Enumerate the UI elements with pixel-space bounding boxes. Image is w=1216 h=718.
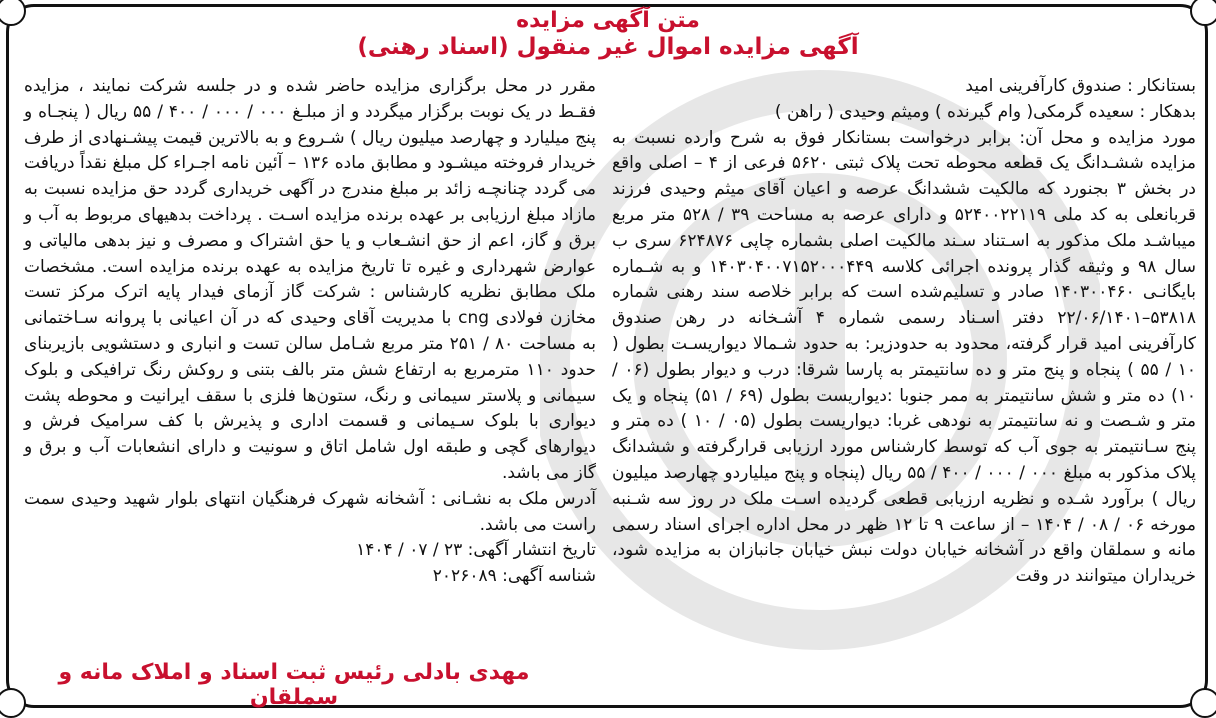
signature: مهدی بادلی رئیس ثبت اسناد و املاک مانه و سملقان [58,660,530,710]
page-title: متن آگهی مزایده [516,8,700,33]
property-address: آدرس ملک به نشـانی : آشخانه شهرک فرهنگیان انتهای بلوار شهید وحیدی سمت راست می باشد. [24,488,596,535]
debtor-line: بدهکار : سعیده گرمکی( وام گیرنده ) ومیثم وحیدی ( راهن ) [774,101,1196,122]
creditor-line: بستانکار : صندوق کارآفرینی امید [965,76,1196,96]
header [0,8,1216,60]
page-subtitle: آگهی مزایده اموال غیر منقول (اسناد رهنی) [357,34,859,60]
ad-id: شناسه آگهی: ۲۰۲۶۰۸۹ [432,566,596,587]
left-column [24,74,596,590]
right-column [612,74,1196,590]
auction-terms: مقرر در محل برگزاری مزایده حاضر شده و در جلسه شرکت نمایند ، مزایده فقـط در یک نوبت برگزار میگردد و از مبلـغ ۰۰۰ / ۰۰۰ / ۴۰۰ / ۵۵ ریال ( پنجـاه و پنج میلیارد و چهارصد میلیون ریال ) شـروع و به بالاترین قیمت پیشـنهادی از طرف خریدار فروخته میشـود و مطابق ماده ۱۳۶ – آئین نامه اجـراء کل مبلغ نقداً دریافت می گردد چنانچـه زائد بر مبلغ مندرج در آگهی خریداری گردد حق مزایده نسبت به مازاد مبلغ ارزیابی بر عهده برنده مزایده اسـت . پرداخت بدهیهای مربوط به آب و برق و گاز، اعم از حق انشـعاب و یا حق اشتراک و مصرف و نیز بدهی مالیاتی و عوارض شهرداری و غیره تا تاریخ مزایده به عهده برنده مزایده است. مشخصات ملک مطابق نظریه کارشناس : شرکت گاز آزمای فیدار پایه اترک مرکز تست مخازن فولادی cng با مدیریت آقای وحیدی که در آن اعیانی با پروانه سـاختمانی به مساحت ۸۰ / ۲۵۱ متر مربع شـامل سالن تست و انباری و دستشویی بازیربنای حدود ۱۱۰ مترمربع به ارتفاع شش متر بالف بتنی و روکش رنگ ترافیکی و بلوک سیمانی و پلاستر سیمانی و رنگ، ستون‌ها فلزی با سقف ایرانیت و محوطه پشت دیواری با بلوک سـیمانی و قسمت اداری و پذیرش با کف سرامیک فرش و دیوارهای گچی و طبقه اول شامل اتاق و سونیت و دارای انشعابات آب و برق و گاز می باشد. [24,76,596,483]
publish-date: تاریخ انتشار آگهی: ۲۳ / ۰۷ / ۱۴۰۴ [356,540,596,561]
auction-description: مورد مزایده و محل آن: برابر درخواست بستانکار فوق به شرح وارده نسبت به مزایده ششـدانگ یک قطعه محوطه تحت پلاک ثبتی ۵۶۲۰ فرعی از ۴ – اصلی واقع در بخش ۳ بجنورد که مالکیت ششدانگ عرصه و اعیان آقای میثم وحیدی فرزند قربانعلی به کد ملی ۵۲۴۰۰۲۲۱۱۹ و دارای عرصه به مساحت ۳۹ / ۵۲۸ متر مربع میباشـد ملک مذکور به اسـتناد سـند مالکیت اصلی بشماره چاپی ۶۲۴۸۷۶ سری ب سال ۹۸ و وثیقه گذار پرونده اجرائی کلاسه ۱۴۰۳۰۴۰۰۷۱۵۲۰۰۰۴۴۹ و به شـماره بایگانـی ۱۴۰۳۰۰۴۶۰ صادر و تسلیم‌شده است که برابر خلاصه سند رهنی شماره ۵۳۸۱۸–۲۲/۰۶/۱۴۰۱ دفتر اسـناد رسمی شماره ۴ آشـخانه در رهن صندوق کارآفرینی امید قرار گرفته، محدود به حدودزیر: به حدود شـمالا دیواریسـت بطول ( ۱۰ / ۵۵ ) پنجاه و پنج متر و ده سانتیمتر به پارسا شرقا: درب و دیوار بطول (۰۶ / ۱۰) ده متر و شش سانتیمتر به ممر جنوبا :دیواریست بطول (۶۹ / ۵۱) پنجاه و یک متر و شـصت و نه سانتیمتر به نودهی غربا: دیواریست بطول (۰۵ / ۱۰ ) ده متر و پنج سـانتیمتر به جوی آب که توسط کارشناس مورد ارزیابی قرارگرفته و ششدانگ پلاک مذکور به مبلغ ۰۰۰ / ۰۰۰ / ۴۰۰ / ۵۵ ریال (پنجاه و پنج میلیاردو چهارصد میلیون ریال ) برآورد شـده و نظریه ارزیابی قطعی گردیده اسـت ملک در روز سه شـنبه مورخه ۰۶ / ۰۸ / ۱۴۰۴ – از ساعت ۹ تا ۱۲ ظهر در محل اداره اجرای اسناد رسمی مانه و سملقان واقع در آشخانه خیابان دولت نبش خیابان جانبازان به مزایده شود، خریداران میتوانند در وقت [612,127,1196,587]
